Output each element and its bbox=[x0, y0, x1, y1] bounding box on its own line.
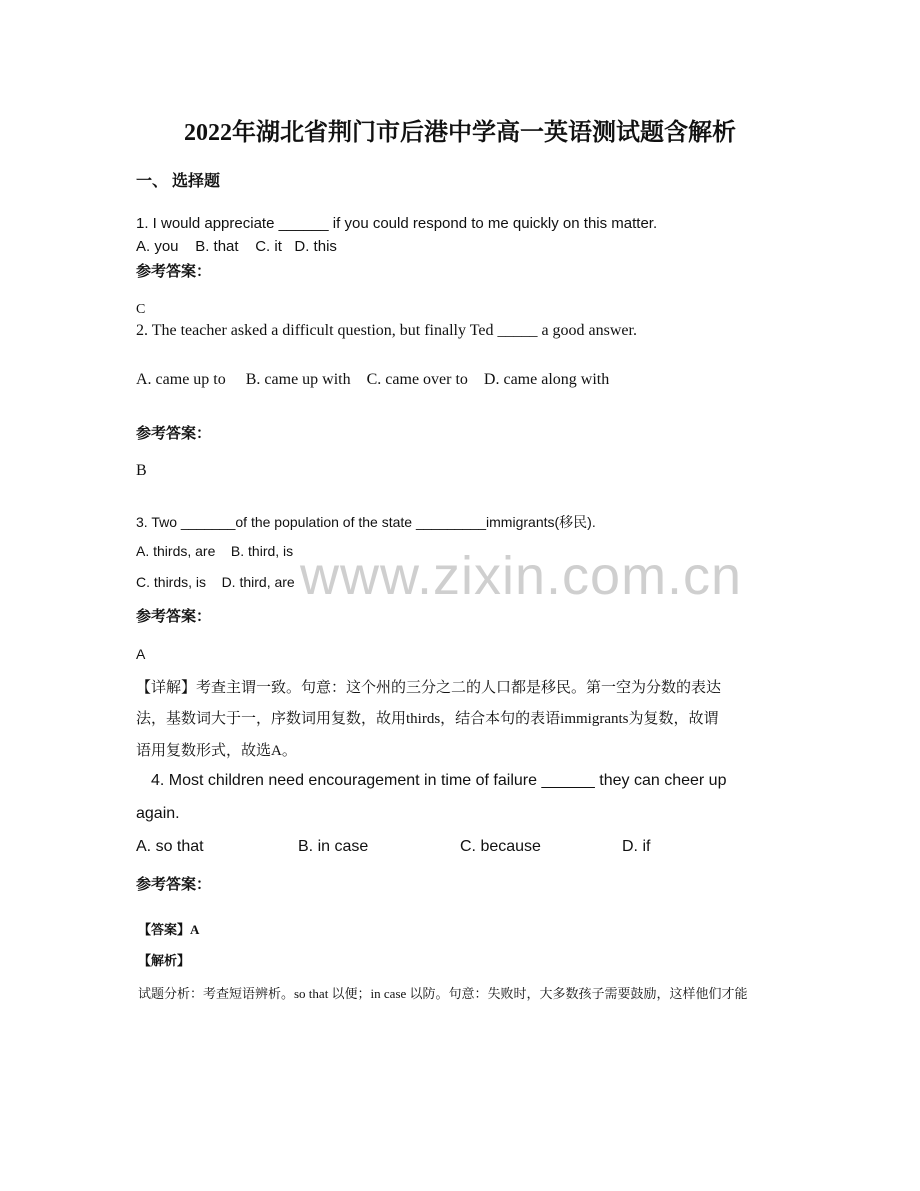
q4-option-b: B. in case bbox=[298, 838, 369, 855]
q4-option-a: A. so that bbox=[136, 838, 204, 855]
q4-stem-line2: again. bbox=[136, 805, 180, 822]
page-title: 2022年湖北省荆门市后港中学高一英语测试题含解析 bbox=[184, 120, 736, 146]
q4-option-d: D. if bbox=[622, 838, 651, 855]
q2-stem: 2. The teacher asked a difficult question, but finally Ted _____ a good answer. bbox=[136, 322, 637, 339]
q2-answer: B bbox=[136, 462, 147, 479]
q4-answer-label: 参考答案： bbox=[136, 877, 212, 893]
q2-options: A. came up to B. came up with C. came over to D. came along with bbox=[136, 371, 610, 388]
watermark: www.zixin.com.cn bbox=[300, 546, 743, 606]
q3-answer: A bbox=[136, 646, 146, 662]
q3-explanation-line3: 语用复数形式，故选A。 bbox=[136, 743, 297, 759]
section-heading: 一、 选择题 bbox=[136, 173, 221, 190]
q2-answer-label: 参考答案： bbox=[136, 426, 212, 442]
q1-stem: 1. I would appreciate ______ if you could respond to me quickly on this matter. bbox=[136, 215, 658, 232]
q3-explanation-line1: 【详解】考查主谓一致。句意：这个州的三分之二的人口都是移民。第一空为分数的表达 bbox=[136, 680, 722, 696]
q3-options-line2: C. thirds, is D. third, are bbox=[136, 574, 295, 590]
q4-stem-line1: 4. Most children need encouragement in time of failure ______ they can cheer up bbox=[151, 772, 727, 789]
q3-answer-label: 参考答案： bbox=[136, 609, 212, 625]
q3-explanation-line2: 法，基数词大于一，序数词用复数，故用thirds，结合本句的表语immigrants为复数，故谓 bbox=[136, 711, 719, 727]
q4-analysis-tag: 【解析】 bbox=[138, 953, 191, 968]
q1-answer-label: 参考答案： bbox=[136, 264, 212, 280]
q4-option-c: C. because bbox=[460, 838, 541, 855]
q4-answer-tag: 【答案】A bbox=[138, 922, 200, 937]
q3-stem: 3. Two _______of the population of the state _________immigrants(移民). bbox=[136, 514, 596, 530]
q1-answer: C bbox=[136, 302, 146, 317]
q1-options: A. you B. that C. it D. this bbox=[136, 238, 337, 255]
q4-analysis-text: 试题分析：考查短语辨析。so that 以便；in case 以防。句意：失败时，大多数孩子需要鼓励，这样他们才能 bbox=[138, 986, 748, 1001]
q3-options-line1: A. thirds, are B. third, is bbox=[136, 543, 294, 559]
